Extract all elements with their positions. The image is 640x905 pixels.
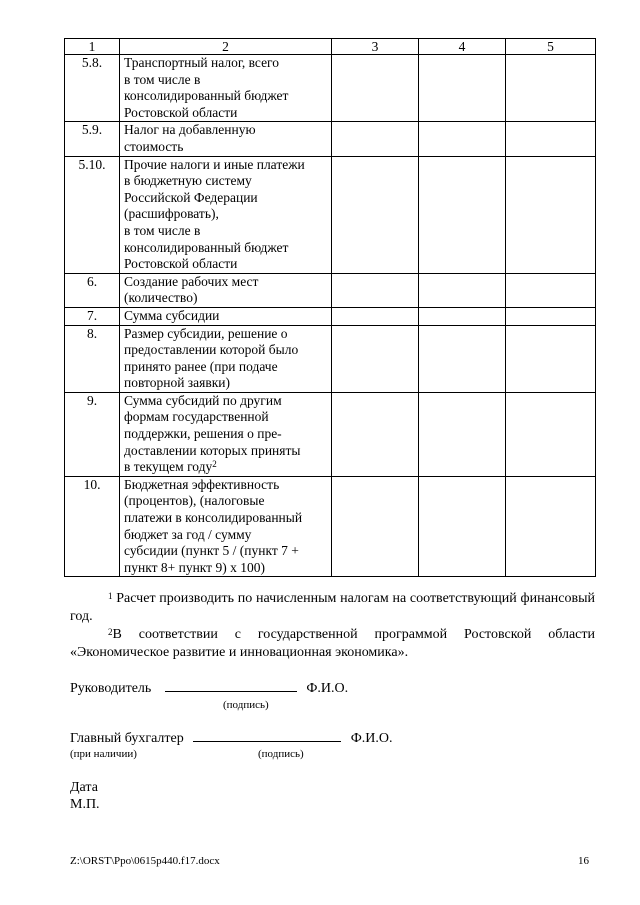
value-cell[interactable] xyxy=(419,325,506,392)
date-label: Дата xyxy=(70,780,98,795)
accountant-signature-field[interactable] xyxy=(193,741,341,742)
value-cell[interactable] xyxy=(506,55,596,122)
value-cell[interactable] xyxy=(332,307,419,325)
head-sign-caption: (подпись) xyxy=(223,699,269,711)
value-cell[interactable] xyxy=(332,325,419,392)
table-row xyxy=(65,307,596,325)
row-description-text: Сумма субсидий по другим формам государственной поддержки, решения о пре- доставлении которых приняты в текущем году xyxy=(124,392,301,475)
row-description: Бюджетная эффективность (процентов), (налоговые платежи в консолидированный бюджет за год / сумму субсидии (пункт 5 / (пункт 7 + пункт 8+ пункт 9) х 100) xyxy=(120,476,332,577)
value-cell[interactable] xyxy=(506,392,596,476)
value-cell[interactable] xyxy=(419,476,506,577)
table-row xyxy=(65,325,596,392)
subsidy-data-table xyxy=(64,38,596,577)
value-cell[interactable] xyxy=(506,156,596,273)
row-description xyxy=(120,392,332,476)
table-row xyxy=(65,273,596,307)
footnote-2 xyxy=(70,626,595,662)
value-cell[interactable] xyxy=(419,273,506,307)
table-header-cell: 2 xyxy=(120,39,332,55)
accountant-fio: Ф.И.О. xyxy=(350,731,393,746)
row-description: Создание рабочих мест (количество) xyxy=(120,273,332,307)
value-cell[interactable] xyxy=(419,392,506,476)
file-path: Z:\ORST\Ppo\0615p440.f17.docx xyxy=(70,855,220,867)
value-cell[interactable] xyxy=(506,273,596,307)
value-cell[interactable] xyxy=(332,392,419,476)
row-number: 5.8. xyxy=(65,55,120,122)
value-cell[interactable] xyxy=(419,156,506,273)
footnote-ref: 2 xyxy=(212,459,217,470)
value-cell[interactable] xyxy=(332,476,419,577)
row-description: Транспортный налог, всего в том числе в консолидированный бюджет Ростовской области xyxy=(120,55,332,122)
page-number: 16 xyxy=(578,855,589,867)
table-row xyxy=(65,156,596,273)
value-cell[interactable] xyxy=(506,476,596,577)
value-cell[interactable] xyxy=(332,273,419,307)
row-number: 8. xyxy=(65,325,120,392)
accountant-sign-caption: (подпись) xyxy=(258,748,304,760)
value-cell[interactable] xyxy=(332,55,419,122)
value-cell[interactable] xyxy=(506,325,596,392)
table-row xyxy=(65,392,596,476)
row-number: 6. xyxy=(65,273,120,307)
table-row xyxy=(65,55,596,122)
row-description: Прочие налоги и иные платежи в бюджетную систему Российской Федерации (расшифровать), в том числе в консолидированный бюджет Ростовской области xyxy=(120,156,332,273)
footnote-text: Расчет производить по начисленным налогам на соответствующий финансовый год. xyxy=(70,591,596,624)
row-number: 5.9. xyxy=(65,122,120,156)
footnote-1 xyxy=(70,590,595,626)
value-cell[interactable] xyxy=(332,122,419,156)
value-cell[interactable] xyxy=(506,122,596,156)
footnote-mark: 1 xyxy=(108,591,113,601)
accountant-label: Главный бухгалтер xyxy=(70,731,184,746)
accountant-if-any: (при наличии) xyxy=(70,748,137,760)
footnote-mark: 2 xyxy=(108,627,113,637)
value-cell[interactable] xyxy=(332,156,419,273)
table-row xyxy=(65,476,596,577)
head-fio: Ф.И.О. xyxy=(306,681,349,696)
row-number: 7. xyxy=(65,307,120,325)
value-cell[interactable] xyxy=(419,122,506,156)
footnotes xyxy=(70,590,595,662)
row-description: Налог на добавленную стоимость xyxy=(120,122,332,156)
head-signature-field[interactable] xyxy=(165,691,297,692)
row-description: Сумма субсидии xyxy=(120,307,332,325)
footnote-text: В соответствии с государственной программой Ростовской области «Экономическое развитие и инновационная экономика». xyxy=(70,627,595,660)
row-description: Размер субсидии, решение о предоставлении которой было принято ранее (при подаче повторной заявки) xyxy=(120,325,332,392)
row-number: 5.10. xyxy=(65,156,120,273)
row-number: 10. xyxy=(65,476,120,577)
value-cell[interactable] xyxy=(419,307,506,325)
stamp-label: М.П. xyxy=(70,797,100,812)
table-row xyxy=(65,122,596,156)
head-signature-line xyxy=(70,680,348,697)
table-header-cell: 4 xyxy=(419,39,506,55)
table-header-cell: 3 xyxy=(332,39,419,55)
value-cell[interactable] xyxy=(506,307,596,325)
table-header-cell: 5 xyxy=(506,39,596,55)
value-cell[interactable] xyxy=(419,55,506,122)
table-header-row xyxy=(65,39,596,55)
row-number: 9. xyxy=(65,392,120,476)
head-label: Руководитель xyxy=(70,681,152,696)
accountant-signature-line xyxy=(70,730,393,747)
table-header-cell: 1 xyxy=(65,39,120,55)
